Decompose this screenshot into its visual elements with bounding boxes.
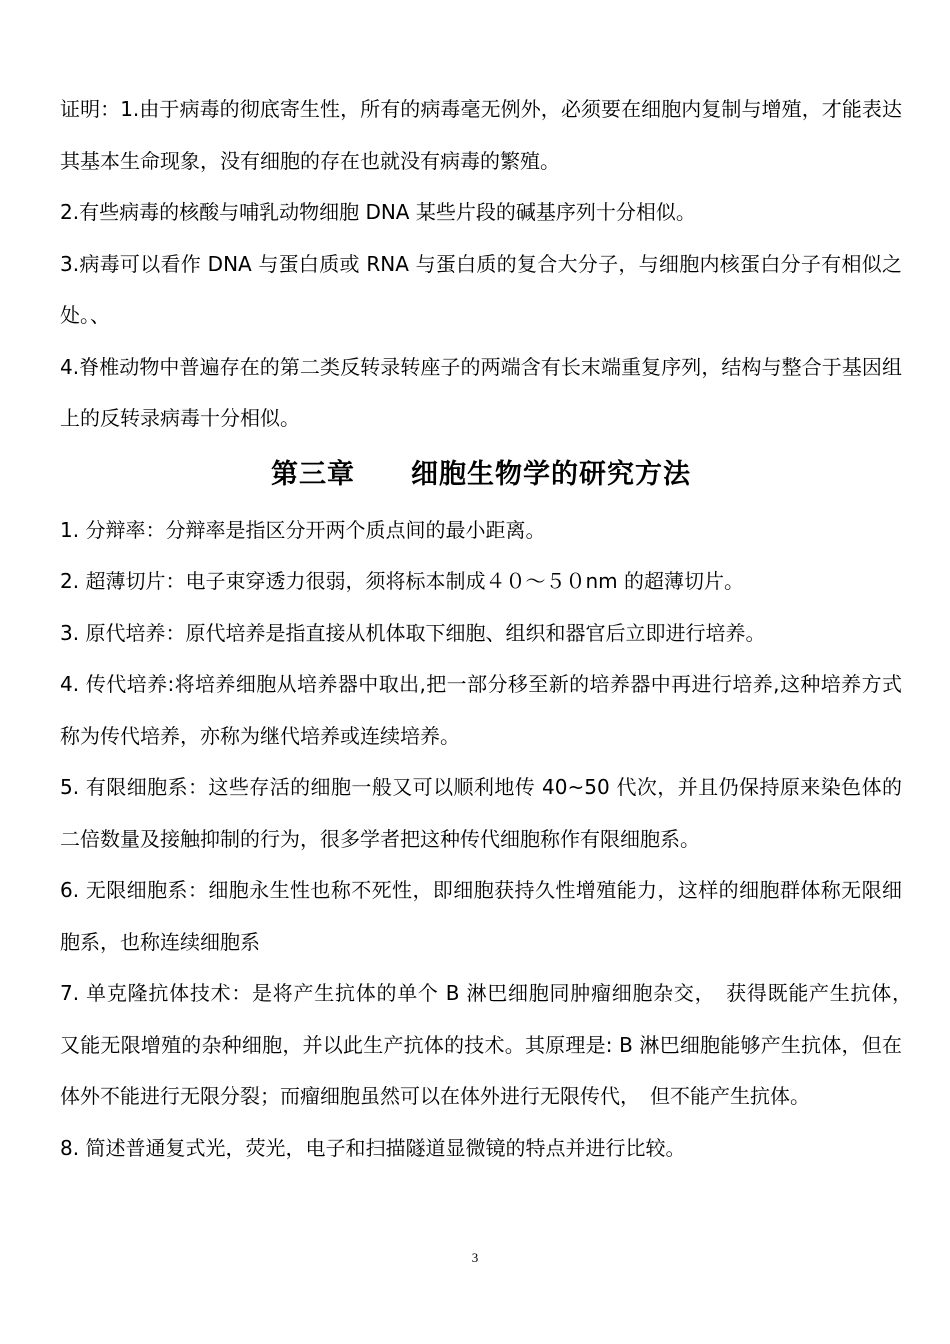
intro-proof-paragraph: 证明：1.由于病毒的彻底寄生性，所有的病毒毫无例外，必须要在细胞内复制与增殖，才能表达其基本生命现象，没有细胞的存在也就没有病毒的繁殖。 <box>60 97 902 173</box>
intro-point-3: 3.病毒可以看作 DNA 与蛋白质或 RNA 与蛋白质的复合大分子，与细胞内核蛋白分子有相似之处。、 <box>60 251 902 327</box>
question-microscope-comparison: 8. 简述普通复式光，荧光，电子和扫描隧道显微镜的特点并进行比较。 <box>60 1135 686 1160</box>
term-infinite-cell-line: 6. 无限细胞系：细胞永生性也称不死性，即细胞获持久性增殖能力，这样的细胞群体称无限细胞系，也称连续细胞系 <box>60 878 902 954</box>
page-content <box>60 84 922 1174</box>
term-finite-cell-line: 5. 有限细胞系：这些存活的细胞一般又可以顺利地传 40~50 代次，并且仍保持原来染色体的二倍数量及接触抑制的行为，很多学者把这种传代细胞称作有限细胞系。 <box>60 775 902 851</box>
term-primary-culture: 3. 原代培养：原代培养是指直接从机体取下细胞、组织和器官后立即进行培养。 <box>60 620 766 645</box>
term-ultrathin-section: 2. 超薄切片：电子束穿透力很弱，须将标本制成４０～５０nm 的超薄切片。 <box>60 569 744 593</box>
term-resolution: 1. 分辩率：分辩率是指区分开两个质点间的最小距离。 <box>60 517 546 542</box>
intro-point-2: 2.有些病毒的核酸与哺乳动物细胞 DNA 某些片段的碱基序列十分相似。 <box>60 200 696 224</box>
chapter-heading: 第三章 细胞生物学的研究方法 <box>271 458 691 490</box>
term-monoclonal-antibody: 7. 单克隆抗体技术：是将产生抗体的单个 B 淋巴细胞同肿瘤细胞杂交， 获得既能产生抗体， 又能无限增殖的杂种细胞，并以此生产抗体的技术。其原理是: B 淋巴细胞能够产生抗体，但在体外不能进行无限分裂；而瘤细胞虽然可以在体外进行无限传代， 但不能产生抗体。 <box>60 981 922 1108</box>
intro-point-4: 4.脊椎动物中普遍存在的第二类反转录转座子的两端含有长末端重复序列，结构与整合于基因组上的反转录病毒十分相似。 <box>60 354 902 430</box>
page-number: 3 <box>471 1250 479 1265</box>
term-subculture: 4. 传代培养:将培养细胞从培养器中取出,把一部分移至新的培养器中再进行培养,这种培养方式称为传代培养，亦称为继代培养或连续培养。 <box>60 672 902 748</box>
